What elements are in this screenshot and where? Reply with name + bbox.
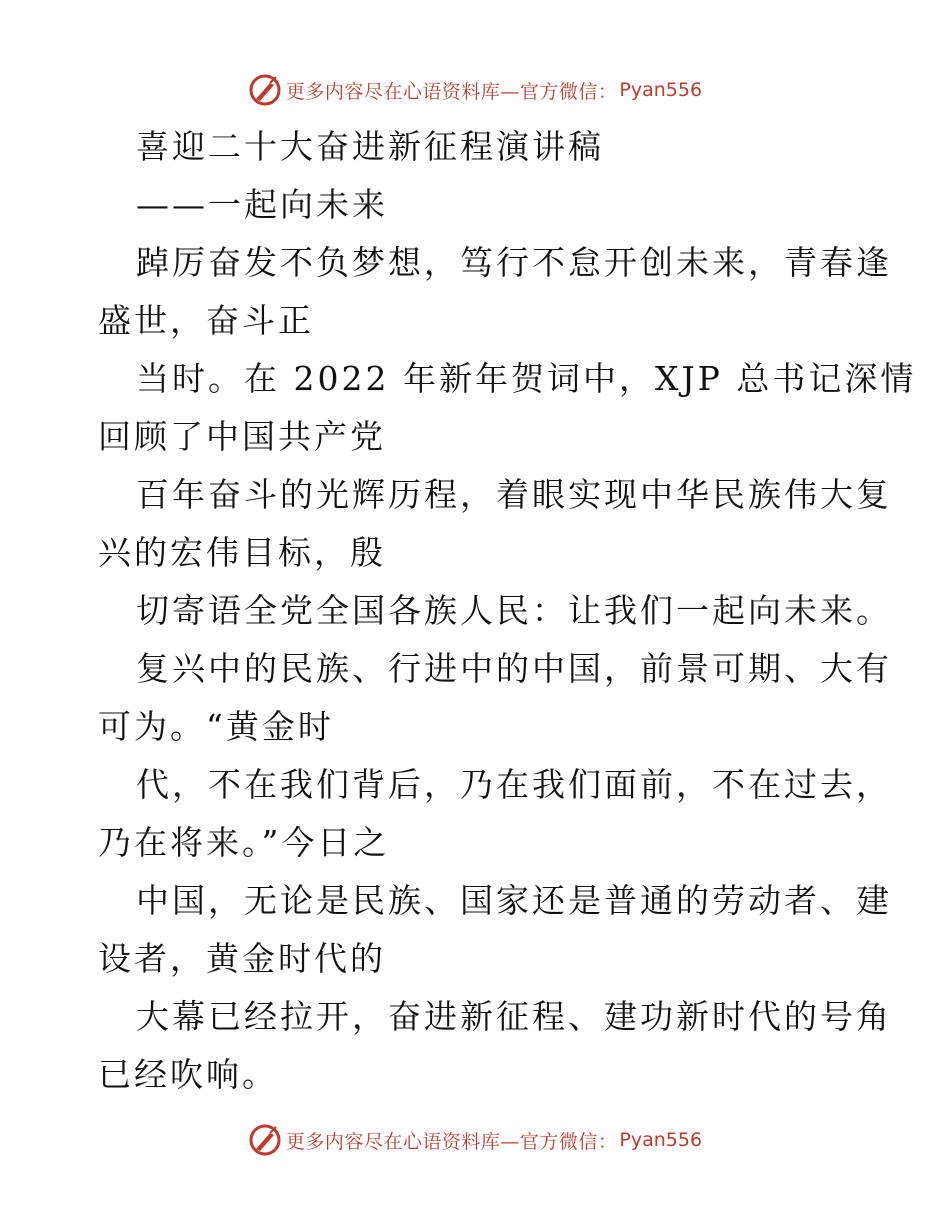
text-line: 中国，无论是民族、国家还是普通的劳动者、建 <box>136 881 892 920</box>
text-line: 乃在将来。”今日之 <box>98 823 390 862</box>
document-subtitle: ——一起向未来 <box>136 185 388 224</box>
text-line: 设者，黄金时代的 <box>98 939 386 978</box>
quill-pen-icon <box>248 1123 282 1157</box>
wechat-id: Pyan556 <box>619 1129 703 1151</box>
wechat-id: Pyan556 <box>619 79 703 101</box>
text-line: 百年奋斗的光辉历程，着眼实现中华民族伟大复 <box>136 475 892 514</box>
quill-pen-icon <box>248 73 282 107</box>
text-line: 当时。在 2022 年新年贺词中，XJP 总书记深情 <box>136 359 917 398</box>
text-line: 兴的宏伟目标，殷 <box>98 533 386 572</box>
footer-banner <box>0 1120 950 1160</box>
document-title: 喜迎二十大奋进新征程演讲稿 <box>136 127 604 166</box>
banner-text: 更多内容尽在心语资料库—官方微信： <box>285 1130 618 1153</box>
document-body <box>98 118 917 1104</box>
text-line: 可为。“黄金时 <box>98 707 334 746</box>
text-line: 复兴中的民族、行进中的中国，前景可期、大有 <box>136 649 892 688</box>
text-line: 踔厉奋发不负梦想，笃行不怠开创未来，青春逢 <box>136 243 892 282</box>
text-line: 大幕已经拉开，奋进新征程、建功新时代的号角 <box>136 997 892 1036</box>
text-line: 已经吹响。 <box>98 1055 278 1094</box>
text-line: 盛世，奋斗正 <box>98 301 314 340</box>
header-banner <box>0 70 950 110</box>
text-line: 切寄语全党全国各族人民：让我们一起向未来。 <box>136 591 892 630</box>
banner-text: 更多内容尽在心语资料库—官方微信： <box>285 80 618 103</box>
text-line: 回顾了中国共产党 <box>98 417 386 456</box>
text-line: 代，不在我们背后，乃在我们面前，不在过去， <box>136 765 892 804</box>
